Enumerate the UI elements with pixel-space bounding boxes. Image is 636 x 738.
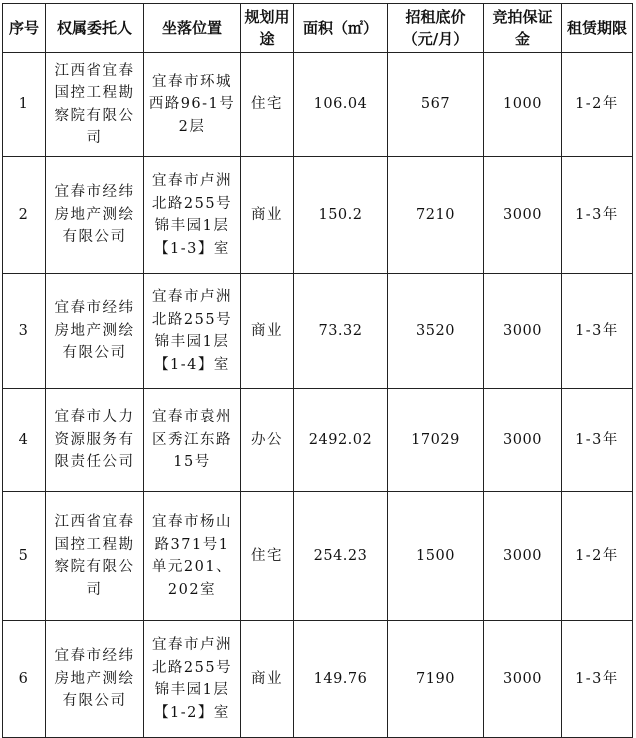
- table-row: [3, 492, 633, 621]
- cell-location: 宜春市卢洲北路255号锦丰园1层【1-3】室: [144, 157, 241, 274]
- table-row: [3, 274, 633, 389]
- table-row: [3, 621, 633, 738]
- header-index: 序号: [3, 4, 46, 53]
- cell-price: 3520: [388, 274, 484, 389]
- header-price: 招租底价（元/月）: [388, 4, 484, 53]
- cell-deposit: 3000: [484, 492, 562, 621]
- cell-area: 149.76: [294, 621, 388, 738]
- table-row: [3, 389, 633, 492]
- header-area: 面积（㎡）: [294, 4, 388, 53]
- cell-location: 宜春市环城西路96-1号2层: [144, 53, 241, 157]
- cell-area: 254.23: [294, 492, 388, 621]
- cell-price: 1500: [388, 492, 484, 621]
- cell-deposit: 3000: [484, 274, 562, 389]
- header-usage: 规划用途: [241, 4, 294, 53]
- cell-location: 宜春市杨山路371号1单元201、202室: [144, 492, 241, 621]
- cell-location: 宜春市卢洲北路255号锦丰园1层【1-2】室: [144, 621, 241, 738]
- cell-term: 1-3年: [562, 389, 633, 492]
- cell-index: 5: [3, 492, 46, 621]
- cell-index: 1: [3, 53, 46, 157]
- rental-listing-table: [2, 3, 633, 738]
- cell-price: 7190: [388, 621, 484, 738]
- cell-area: 2492.02: [294, 389, 388, 492]
- cell-location: 宜春市卢洲北路255号锦丰园1层【1-4】室: [144, 274, 241, 389]
- cell-index: 4: [3, 389, 46, 492]
- header-location: 坐落位置: [144, 4, 241, 53]
- cell-deposit: 1000: [484, 53, 562, 157]
- cell-owner: 宜春市人力资源服务有限责任公司: [46, 389, 144, 492]
- cell-usage: 住宅: [241, 492, 294, 621]
- cell-term: 1-2年: [562, 53, 633, 157]
- table-header-row: [3, 4, 633, 53]
- cell-price: 17029: [388, 389, 484, 492]
- cell-owner: 宜春市经纬房地产测绘有限公司: [46, 274, 144, 389]
- cell-index: 3: [3, 274, 46, 389]
- cell-term: 1-3年: [562, 621, 633, 738]
- cell-owner: 江西省宜春国控工程勘察院有限公司: [46, 492, 144, 621]
- cell-location: 宜春市袁州区秀江东路15号: [144, 389, 241, 492]
- cell-deposit: 3000: [484, 157, 562, 274]
- cell-owner: 宜春市经纬房地产测绘有限公司: [46, 157, 144, 274]
- header-term: 租赁期限: [562, 4, 633, 53]
- cell-deposit: 3000: [484, 621, 562, 738]
- header-deposit: 竞拍保证金: [484, 4, 562, 53]
- cell-term: 1-3年: [562, 274, 633, 389]
- cell-price: 7210: [388, 157, 484, 274]
- cell-index: 2: [3, 157, 46, 274]
- cell-owner: 宜春市经纬房地产测绘有限公司: [46, 621, 144, 738]
- cell-area: 106.04: [294, 53, 388, 157]
- cell-area: 150.2: [294, 157, 388, 274]
- cell-index: 6: [3, 621, 46, 738]
- cell-term: 1-2年: [562, 492, 633, 621]
- table-row: [3, 53, 633, 157]
- cell-price: 567: [388, 53, 484, 157]
- cell-area: 73.32: [294, 274, 388, 389]
- cell-deposit: 3000: [484, 389, 562, 492]
- cell-owner: 江西省宜春国控工程勘察院有限公司: [46, 53, 144, 157]
- table-row: [3, 157, 633, 274]
- cell-term: 1-3年: [562, 157, 633, 274]
- cell-usage: 商业: [241, 274, 294, 389]
- cell-usage: 住宅: [241, 53, 294, 157]
- cell-usage: 商业: [241, 621, 294, 738]
- cell-usage: 办公: [241, 389, 294, 492]
- header-owner: 权属委托人: [46, 4, 144, 53]
- cell-usage: 商业: [241, 157, 294, 274]
